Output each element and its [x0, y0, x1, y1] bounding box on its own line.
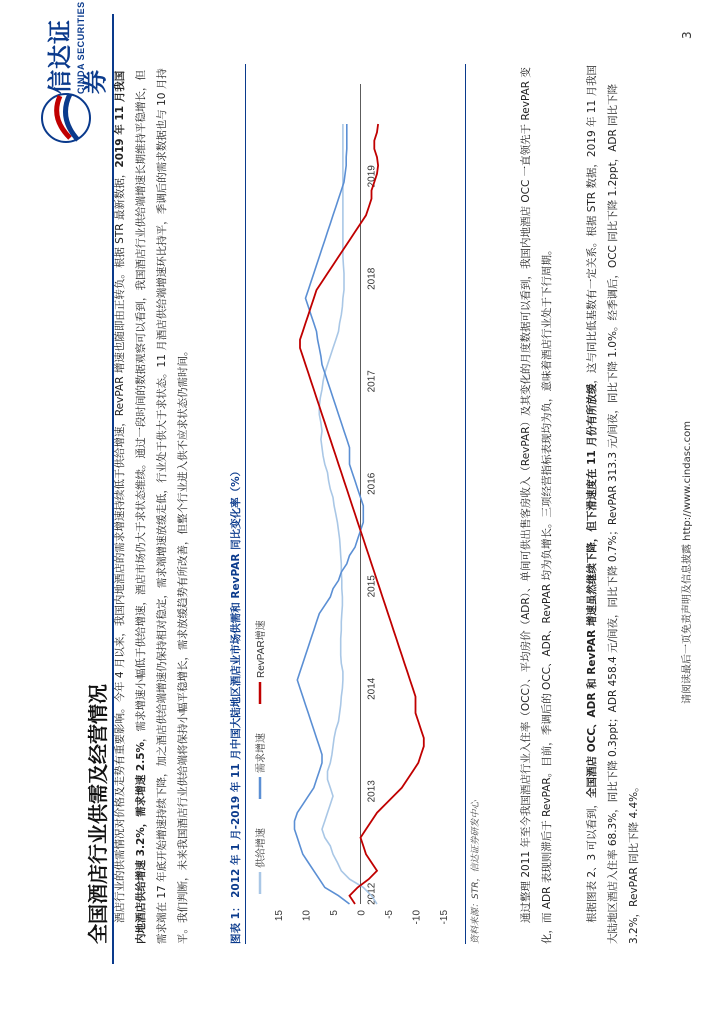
x-tick-label: 2013 [366, 780, 378, 803]
y-tick-label: 5 [329, 910, 340, 916]
y-tick-label: -10 [411, 910, 423, 925]
line-chart [248, 64, 463, 944]
y-tick-label: -15 [439, 910, 450, 925]
legend-label: 需求增速 [256, 733, 267, 773]
figure-title: 图表 1： 2012 年 1 月-2019 年 11 月中国大陆地区酒店业市场供需和 RevPAR 同比变化率（%） [230, 465, 242, 944]
legend-label: 供给增速 [256, 828, 267, 868]
x-tick-label: 2018 [366, 267, 378, 290]
paragraph-2: 通过整理 2011 年至今我国酒店行业入住率（OCC）、平均房价（ADR）、单间可供出售客房收入（RevPAR）及其变化的月度数据可以看到，我国内地酒店 OCC 一直领先于 RevPAR 变化，而 ADR 表现则滞后于 RevPAR。目前，季调后的 OCC、ADR、RevPAR 均为负增长。三项经营指标表现均为负，意味着酒店行业处于下行周期。 [520, 67, 553, 944]
chart-legend [254, 620, 267, 894]
series-line [300, 124, 424, 904]
x-tick-label: 2015 [366, 575, 378, 598]
paragraph-3-c: ，这与同比低基数有一定关系。根据 STR 数据，2019 年 11 月我国大陆地区酒店入住率 68.3%，同比下降 0.3ppt；ADR 458.4 元/间夜，同比下降 0.7%；RevPAR 313.3 元/间夜，同比下降 1.0%。经季调后，OCC 同比下降 1.2ppt，ADR 同比下降 3.2%，RevPAR 同比下降 4.4%。 [586, 64, 640, 944]
y-tick-label: 10 [301, 910, 313, 922]
paragraph-1 [110, 64, 194, 944]
figure-rule-bottom [465, 64, 466, 944]
logo-subtitle: CINDA SECURITIES [76, 1, 86, 94]
paragraph-1-c: ，需求增速小幅低于供给增速，酒店市场仍大于求状态维续。通过一段时间的数据观察可以看到，我国酒店行业供给端增速长期维持平稳增长，但需求端在 17 年底开始增速持续下降，加之酒店供给端增速仍保持相对稳定，需求端增速放缓走低，行业处于供大于求状态。11 月酒店供给端增速环比持平，季调后的需求数据也与 10 月持平。我们判断，未来我国酒店行业供给端将保持小幅平稳增长，需求放缓趋势有所改善，但整个行业进入供不应求状态仍需时间。 [135, 68, 189, 944]
x-tick-label: 2019 [366, 165, 378, 188]
footer-disclaimer: 请阅读最后一页免责声明及信息披露 http://www.cindasc.com [682, 421, 693, 704]
y-tick-label: 15 [274, 910, 285, 922]
paragraph-3-a: 根据图表 2、3 可以看到， [586, 797, 598, 923]
figure-source: 资料来源：STR，信达证券研发中心 [471, 800, 481, 944]
y-tick-label: 0 [356, 910, 368, 916]
paragraph-3 [582, 64, 645, 944]
section-title: 全国酒店行业供需及经营情况 [86, 684, 110, 944]
x-tick-label: 2016 [366, 472, 378, 495]
chart-series [295, 124, 424, 904]
logo-text: 信达证券 [46, 19, 109, 94]
x-tick-label: 2014 [366, 677, 378, 700]
y-tick-label: -5 [384, 910, 395, 919]
legend-label: RevPAR增速 [256, 620, 267, 678]
series-line [295, 124, 364, 904]
figure-rule-top [245, 64, 246, 944]
x-tick-label: 2017 [366, 370, 378, 393]
paragraph-3-bold: 全国酒店 OCC、ADR 和 RevPAR 增速虽然继续下降，但下滑速度在 11 月份有所放缓 [586, 383, 598, 798]
page-number: 3 [680, 31, 694, 39]
paragraph-1-a: 酒店行业的供需情况对价格及走势有重要影响。今年 4 月以来，我国内地酒店的需求增速持续低于供给增速，RevPAR 增速也随即由正转负。根据 STR 最新数据， [114, 167, 126, 923]
x-tick-label: 2012 [366, 882, 378, 905]
paragraph-1-bold: 2019 年 11 月我国内地酒店供给增速 3.2%，需求增速 2.5% [114, 70, 147, 944]
